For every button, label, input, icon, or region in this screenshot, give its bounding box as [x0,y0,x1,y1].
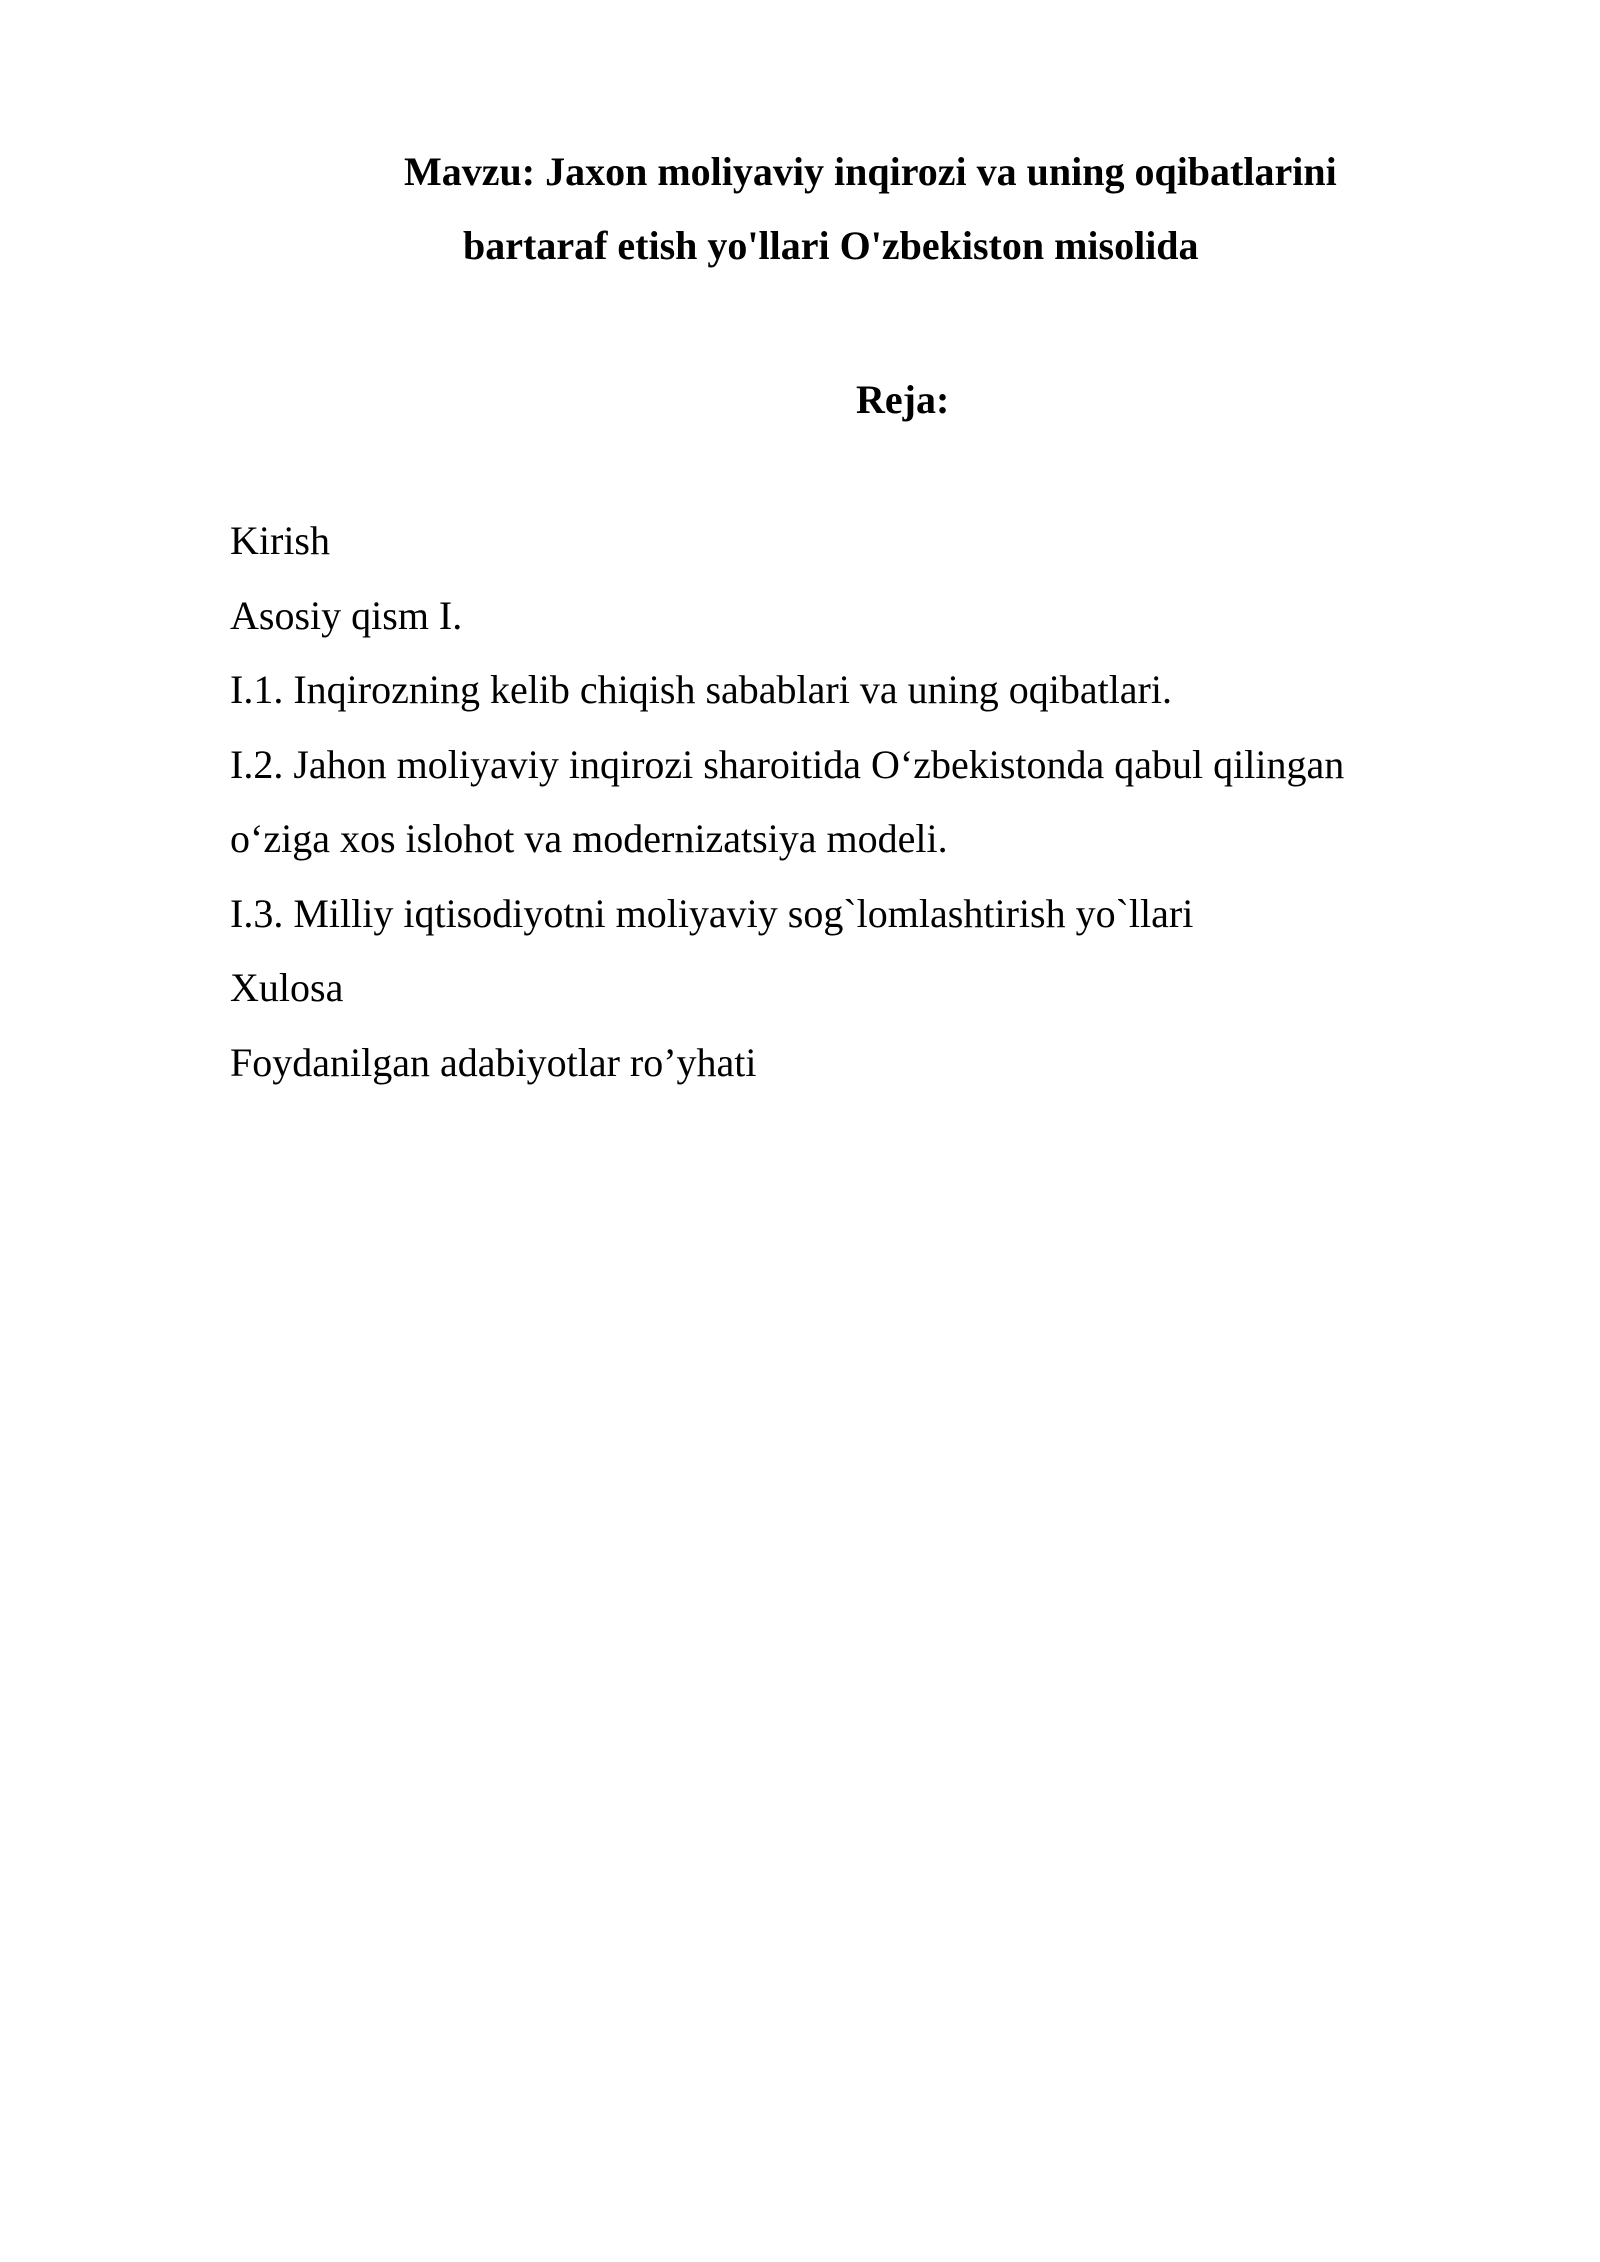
plan-item-introduction: Kirish [230,518,330,563]
plan-item-section-1-3: I.3. Milliy iqtisodiyotni moliyaviy sog`lomlashtirish yo`llari [230,890,1194,936]
plan-item-conclusion: Xulosa [230,965,344,1010]
plan-item-section-1-2-continued: o‘ziga xos islohot va modernizatsiya modeli. [230,816,948,861]
plan-list [230,517,1470,1113]
title-line-1: Mavzu: Jaxon moliyaviy inqirozi va uning oqibatlarini [404,149,1337,194]
plan-item-section-1-2: I.2. Jahon moliyaviy inqirozi sharoitida O‘zbekistonda qabul qilingan [230,741,1345,787]
plan-heading: Reja: [856,377,950,422]
title-line-2: bartaraf etish yo'llari O'zbekiston misolida [463,223,1199,268]
plan-item-references: Foydanilgan adabiyotlar ro’yhati [230,1039,757,1085]
plan-item-main-part: Asosiy qism I. [230,592,463,638]
plan-item-section-1-1: I.1. Inqirozning kelib chiqish sabablari va uning oqibatlari. [230,667,1172,712]
